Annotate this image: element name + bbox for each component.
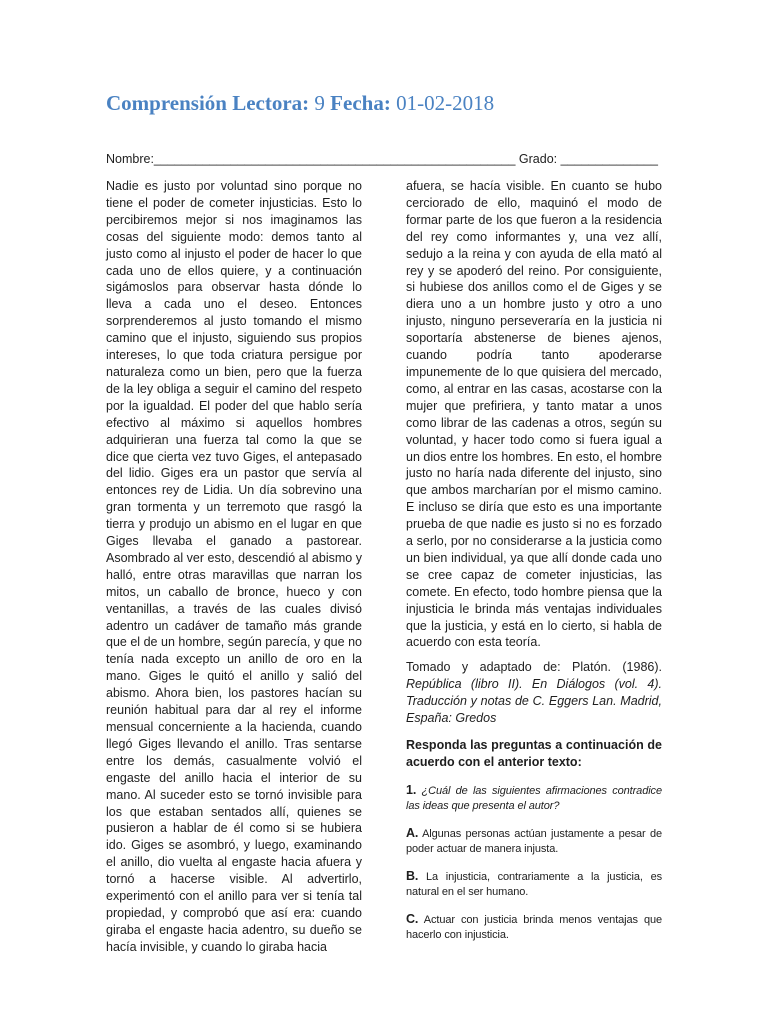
option-letter: C. <box>406 912 419 926</box>
passage-right: afuera, se hacía visible. En cuanto se hubo cerciorado de ello, maquinó el modo de formar parte de los que fueron a la residencia del rey como informantes y, una vez allí, sedujo a la reina y con ayuda de ella mató al rey y se apoderó del reino. Por consiguiente, si hubiese dos anillos como el de Giges y se diera uno a un hombre justo y otro a uno injusto, ninguno perseveraría en la justicia ni soportaría abstenerse de bienes ajenos, cuando podría tanto apoderarse impunemente de lo que quisiera del mercado, como, al entrar en las casas, acostarse con la mujer que prefiriera, y tanto matar a unos como librar de las cadenas a otros, según su voluntad, y hacer todo como si fuera igual a un dios entre los hombres. En esto, el hombre justo no haría nada diferente del injusto, sino que ambos marcharían por el mismo camino. E incluso se diría que esto es una importante prueba de que nadie es justo si no es forzado a serlo, por no considerarse a la justicia como un bien individual, ya que allí donde cada uno se cree capaz de cometer injusticias, las comete. En efecto, todo hombre piensa que la injusticia le brinda más ventajas individuales que la justicia, y está en lo cierto, si habla de acuerdo con esta teoría. <box>406 179 662 650</box>
reference-book: República (libro II). En Diálogos (vol. 4). Traducción y notas de C. Eggers Lan. Madrid, España: Gredos <box>406 677 662 726</box>
instructions: Responda las preguntas a continuación de acuerdo con el anterior texto: <box>406 738 662 769</box>
option-c <box>406 912 662 942</box>
date-value: 01-02-2018 <box>396 91 495 115</box>
title-number: 9 <box>314 91 325 115</box>
title-label: Comprensión Lectora: <box>106 91 310 115</box>
passage-left: Nadie es justo por voluntad sino porque no tiene el poder de cometer injusticias. Esto lo percibiremos mejor si nos imaginamos las cosas del siguiente modo: demos tanto al justo como al injusto el poder de hacer lo que cada uno de ellos quiere, y a continuación sigámoslos para observar hasta dónde lo lleva a cada uno el deseo. Entonces sorprenderemos al justo tomando el mismo camino que el injusto, siguiendo sus propios intereses, lo que toda criatura persigue por naturaleza como un bien, pero que la fuerza de la ley obliga a seguir el camino del respeto por la igualdad. El poder del que hablo sería efectivo al máximo si aquellos hombres adquirieran una fuerza tal como la que se dice que cierta vez tuvo Giges, el antepasado del lidio. Giges era un pastor que servía al entonces rey de Lidia. Un día sobrevino una gran tormenta y un terremoto que rasgó la tierra y produjo un abismo en el lugar en que Giges llevaba el ganado a pastorear. Asombrado al ver esto, descendió al abismo y halló, entre otras maravillas que narran los mitos, un caballo de bronce, hueco y con ventanillas, a través de las cuales divisó adentro un cadáver de tamaño más grande que el de un hombre, según parecía, y que no tenía nada excepto un anillo de oro en la mano. Giges le quitó el anillo y salió del abismo. Ahora bien, los pastores hacían su reunión habitual para dar al rey el informe mensual concerniente a la hacienda, cuando llegó Giges llevando el anillo. Tras sentarse entre los demás, casualmente volvió el engaste del anillo hacia el interior de su mano. Al suceder esto se tornó invisible para los que estaban sentados allí, quienes se pusieron a hablar de él como si se hubiera ido. Giges se asombró, y luego, examinando el anillo, dio vuelta al engaste hacia afuera y tornó a hacerse visible. Al advertirlo, experimentó con el anillo para ver si tenía tal propiedad, y comprobó que así era: cuando giraba el engaste hacia adentro, su dueño se hacía invisible, y cuando lo giraba hacia <box>106 179 362 954</box>
name-grade-line: Nombre:____________________________________________________ Grado: ______________ <box>106 152 658 166</box>
option-text: Algunas personas actúan justamente a pesar de poder actuar de manera injusta. <box>406 828 662 855</box>
right-column <box>406 178 662 942</box>
page-title <box>106 91 494 116</box>
reference-source: Tomado y adaptado de: Platón. (1986). <box>406 660 662 675</box>
option-letter: B. <box>406 869 419 883</box>
reference <box>406 659 662 727</box>
option-text: La injusticia, contrariamente a la justicia, es natural en el ser humano. <box>406 871 662 898</box>
question-number: 1. <box>406 783 417 797</box>
question-text: ¿Cuál de las siguientes afirmaciones contradice las ideas que presenta el autor? <box>406 785 662 812</box>
option-a <box>406 826 662 856</box>
date-label: Fecha: <box>330 91 391 115</box>
option-b <box>406 869 662 899</box>
option-letter: A. <box>406 826 419 840</box>
option-text: Actuar con justicia brinda menos ventajas que hacerlo con injusticia. <box>406 914 663 941</box>
question-1 <box>406 783 662 813</box>
left-column <box>106 178 362 956</box>
